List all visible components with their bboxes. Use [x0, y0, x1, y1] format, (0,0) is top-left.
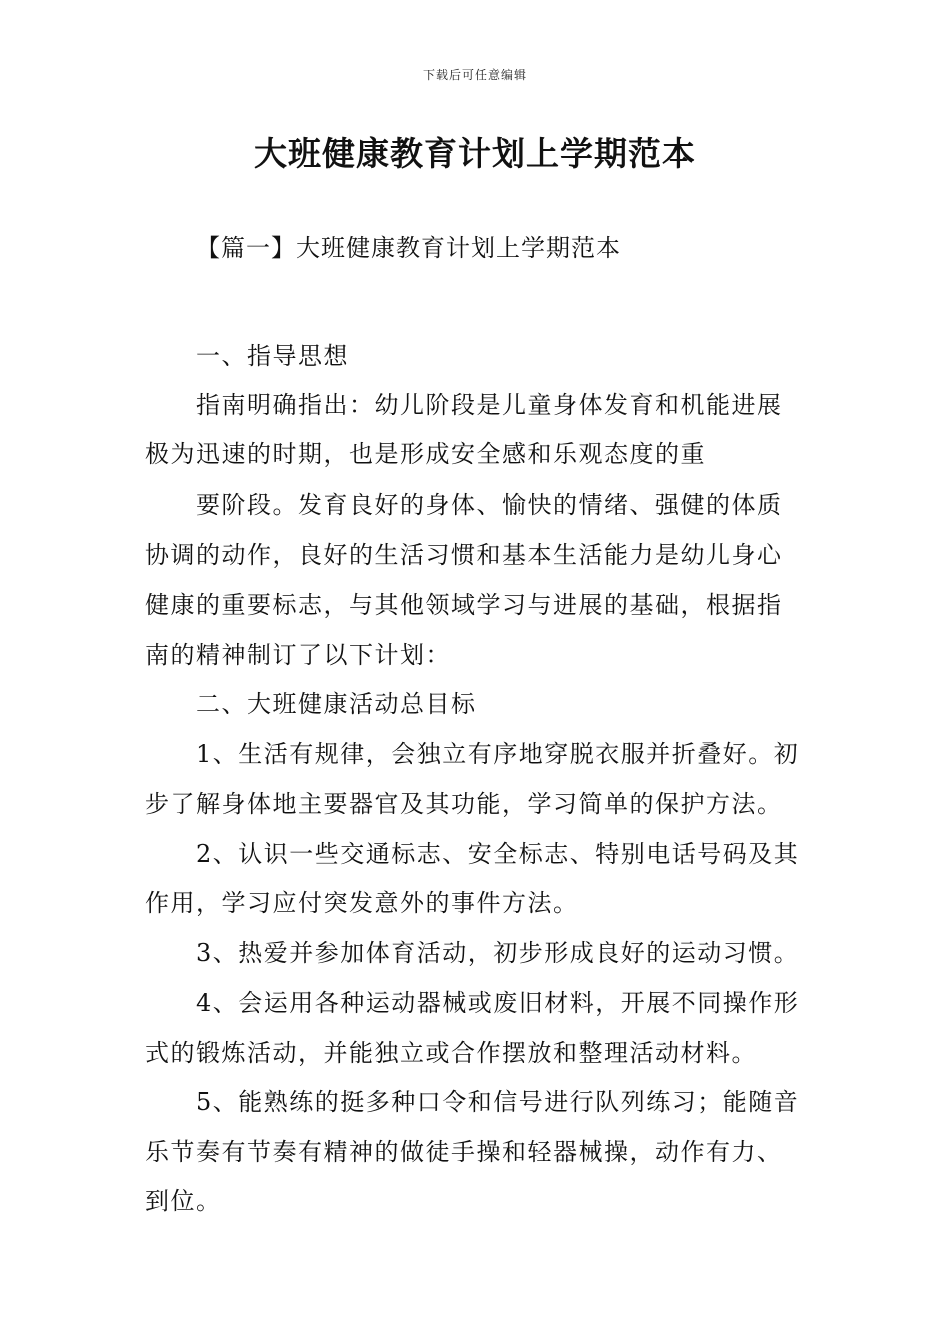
goal-item-continued: 式的锻炼活动，并能独立或合作摆放和整理活动材料。 — [145, 1039, 757, 1067]
goal-item: 2、认识一些交通标志、安全标志、特别电话号码及其 — [196, 840, 800, 868]
goal-item: 5、能熟练的挺多种口令和信号进行队列练习；能随音 — [196, 1088, 800, 1116]
goal-item: 4、会运用各种运动器械或废旧材料，开展不同操作形 — [196, 989, 800, 1017]
goal-item-continued: 步了解身体地主要器官及其功能，学习简单的保护方法。 — [145, 790, 783, 818]
document-title: 大班健康教育计划上学期范本 — [254, 134, 696, 173]
goal-item: 3、热爱并参加体育活动，初步形成良好的运动习惯。 — [196, 939, 800, 967]
download-note: 下载后可任意编辑 — [422, 68, 527, 82]
paragraph-line: 指南明确指出：幼儿阶段是儿童身体发育和机能进展 — [196, 391, 783, 419]
paragraph-line: 极为迅速的时期，也是形成安全感和乐观态度的重 — [145, 440, 706, 468]
goal-item-continued: 乐节奏有节奏有精神的做徒手操和轻器械操，动作有力、 — [145, 1138, 783, 1166]
paragraph-line: 健康的重要标志，与其他领域学习与进展的基础，根据指 — [145, 591, 783, 619]
goal-item-continued: 到位。 — [145, 1187, 222, 1215]
heading-guiding-ideology: 一、指导思想 — [196, 342, 349, 370]
paragraph-line: 南的精神制订了以下计划： — [145, 641, 451, 669]
goal-item-continued: 作用，学习应付突发意外的事件方法。 — [145, 889, 579, 917]
goal-item: 1、生活有规律，会独立有序地穿脱衣服并折叠好。初 — [196, 740, 800, 768]
section-title: 【篇一】大班健康教育计划上学期范本 — [196, 234, 621, 262]
paragraph-line: 要阶段。发育良好的身体、愉快的情绪、强健的体质 — [196, 491, 783, 519]
paragraph-line: 协调的动作，良好的生活习惯和基本生活能力是幼儿身心 — [145, 541, 783, 569]
heading-overall-goals: 二、大班健康活动总目标 — [196, 690, 477, 718]
